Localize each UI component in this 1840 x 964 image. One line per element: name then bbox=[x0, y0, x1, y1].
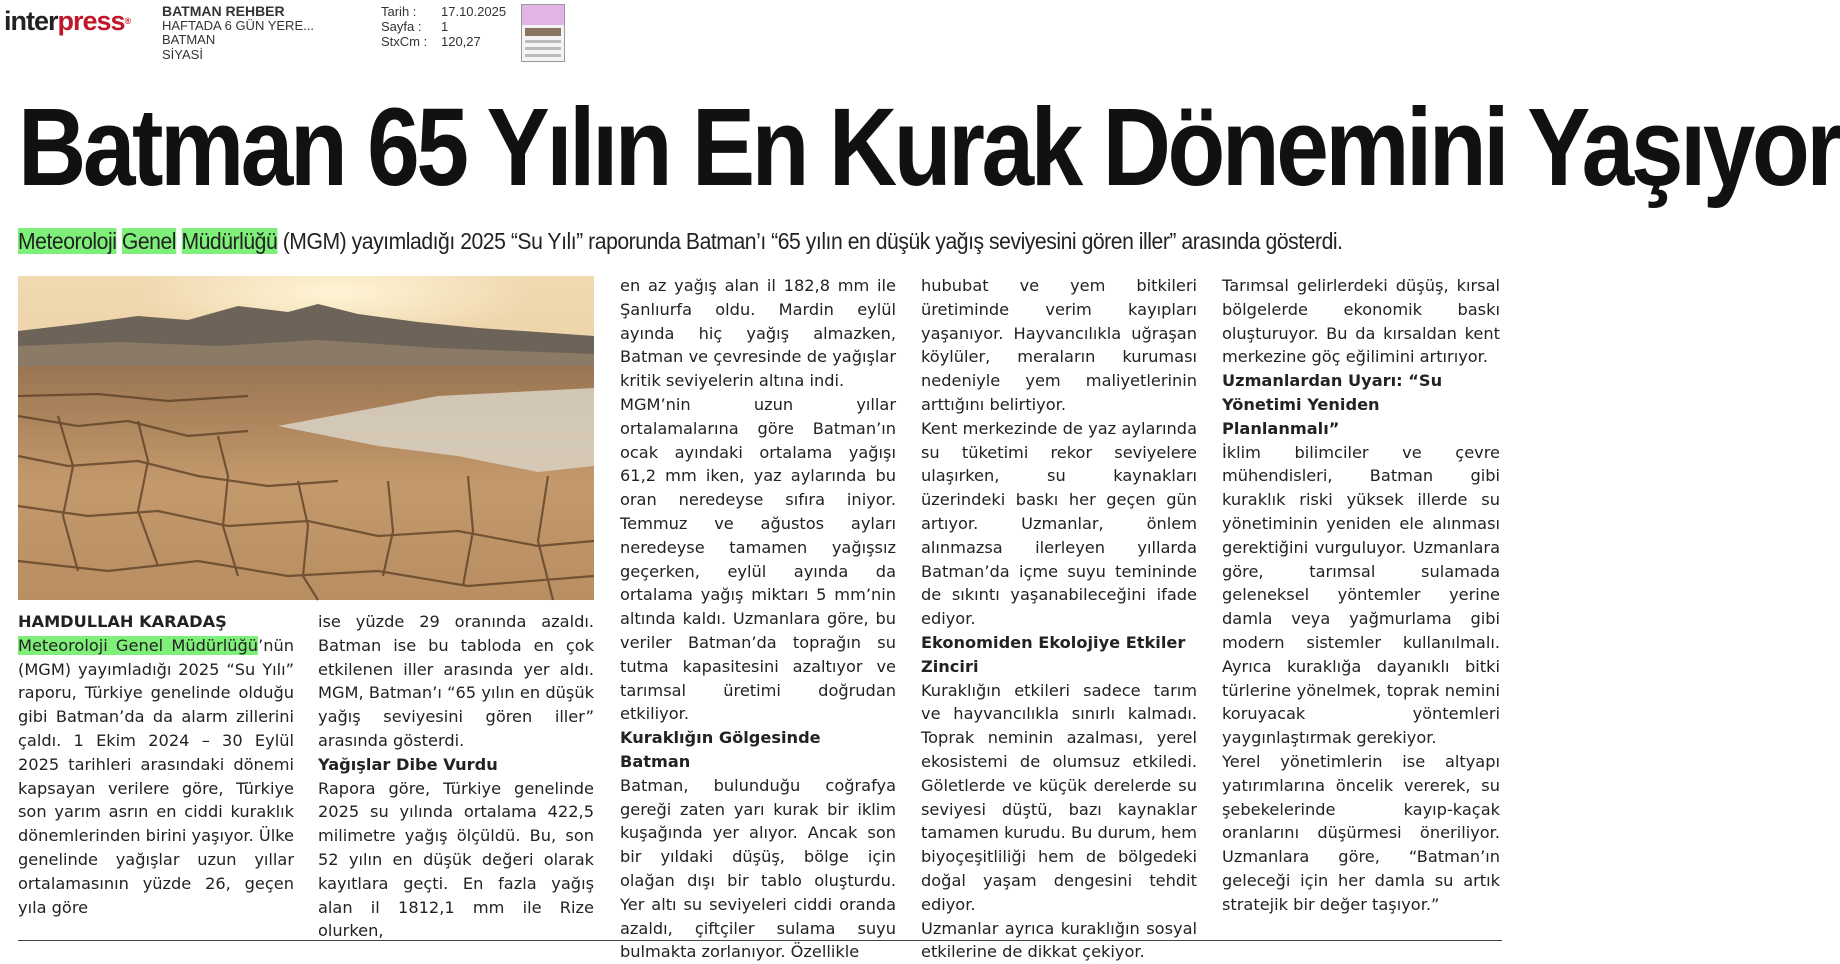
col1-text: ’nün (MGM) yayımladığı 2025 “Su Yılı” raporu, Türkiye genelinde olduğu gibi Batman’da da alarm zillerini çaldı. 1 Ekim 2024 – 30 Eylül 2025 tarihleri arasındaki dönemi kapsayan verilere göre, Türkiye son yarım asrın en ciddi kuraklık dönemlerinden birini yaşıyor. Ülke genelinde yağışlar uzun yıllar ortalamasının yüzde 26, geçen yıla göre bbox=[18, 635, 294, 917]
lead-text: (MGM) yayımladığı 2025 “Su Yılı” raporunda Batman’ı “65 yılın en düşük yağış seviyesini gören iller” arasında gösterdi. bbox=[277, 228, 1343, 254]
logo-main: inter bbox=[4, 6, 58, 36]
col5-paragraph-1: Tarımsal gelirlerdeki düşüş, kırsal bölgelerde ekonomik baskı oluşturuyor. Bu da kırsaldan kent merkezine göç eğilimini artırıyor. bbox=[1222, 276, 1500, 367]
col3-paragraph-3: Batman, bulunduğu coğrafya gereği zaten yarı kurak bir iklim kuşağında yer alıyor. Ancak son bir yıldaki düşüş, bölge için olağan dışı bir tablo oluşturdu. Yer altı su seviyeleri ciddi oranda azaldı, çiftçiler sulama suyu bulmakta zorlanıyor. Özellikle bbox=[620, 775, 896, 962]
drought-photo bbox=[18, 276, 594, 600]
date-value: 17.10.2025 bbox=[441, 4, 507, 19]
article-column-4 bbox=[921, 274, 1197, 964]
article-column-1 bbox=[18, 610, 294, 919]
category: SİYASİ bbox=[162, 46, 203, 62]
article-column-3 bbox=[620, 274, 896, 964]
publication-meta bbox=[162, 4, 314, 62]
logo-accent: press bbox=[57, 6, 125, 36]
col2-paragraph-2: Rapora göre, Türkiye genelinde 2025 su yılında ortalama 422,5 milimetre yağış ölçüldü. Bu, son 52 yılın en düşük değeri olarak kayıtlara geçti. En fazla yağış alan il 1812,1 mm ile Rize olurken, bbox=[318, 778, 594, 941]
clip-info bbox=[381, 4, 506, 49]
date-label: Tarih : bbox=[381, 4, 417, 19]
subheading-kurakligin-golgesinde: Kuraklığın Gölgesinde Batman bbox=[620, 728, 821, 771]
subheading-yagislar-dibe-vurdu: Yağışlar Dibe Vurdu bbox=[318, 754, 498, 774]
article-snippet: HAFTADA 6 GÜN YERE... bbox=[162, 17, 314, 33]
lead-highlight-2: Genel bbox=[121, 228, 177, 254]
col4-paragraph-3: Kuraklığın etkileri sadece tarım ve hayvancılıkla sınırlı kalmadı. Toprak neminin azalması, yerel ekosistemi de olumsuz etkiledi. Göletlerde ve küçük derelerde su seviyesi düştü, bazı kaynaklar tamamen kurudu. Bu durum, hem biyoçeşitliliği hem de bölgedeki doğal yaşam dengesini tehdit ediyor. bbox=[921, 680, 1197, 914]
col3-paragraph-2: MGM’nin uzun yıllar ortalamalarına göre Batman’ın ocak ayındaki ortalama yağışı 61,2 mm iken, yaz aylarında bu oran neredeyse sıfıra iniyor. Temmuz ve ağustos ayları neredeyse tamamen yağışsız geçerken, eylül ayında da ortalama yağış miktarı 5 mm’nin altında kaldı. Uzmanlara göre, bu veriler Batman’da toprağın su tutma kapasitesini azaltıyor ve tarımsal üretimi doğrudan etkiliyor. bbox=[620, 394, 896, 724]
registered-mark: ® bbox=[124, 16, 131, 26]
lead-highlight-1: Meteoroloji bbox=[18, 228, 117, 254]
publication-name: BATMAN REHBER bbox=[162, 3, 285, 19]
cracked-earth-illustration bbox=[18, 276, 594, 600]
subheading-ekonomiden-ekolojiye: Ekonomiden Ekolojiye Etkiler Zinciri bbox=[921, 632, 1186, 676]
interpress-logo bbox=[4, 6, 130, 36]
stxcm-value: 120,27 bbox=[441, 34, 481, 49]
col5-paragraph-3: Yerel yönetimlerin ise altyapı yatırımlarına öncelik vererek, su şebekelerinde kayıp-kaçak oranlarını düşürmesi öneriliyor. Uzmanlara göre, “Batman’ın geleceği için her damla su artık stratejik bir değer taşıyor.” bbox=[1222, 751, 1500, 914]
col2-paragraph-1: ise yüzde 29 oranında azaldı. Batman ise bu tabloda en çok etkilenen iller arasında yer aldı. MGM, Batman’ı “65 yılın en düşük yağış seviyesini gören iller” arasında gösterdi. bbox=[318, 612, 594, 750]
col4-paragraph-4: Uzmanlar ayrıca kuraklığın sosyal etkilerine de dikkat çekiyor. bbox=[921, 918, 1197, 962]
stxcm-label: StxCm : bbox=[381, 34, 428, 49]
headline: Batman 65 Yılın En Kurak Dönemini Yaşıyor bbox=[18, 86, 1840, 209]
col4-paragraph-1: hububat ve yem bitkileri üretiminde verim kayıpları yaşanıyor. Hayvancılıkla uğraşan köylüler, meraların kuruması nedeniyle yem maliyetlerinin arttığını belirtiyor. bbox=[921, 276, 1197, 414]
article-column-5 bbox=[1222, 274, 1500, 917]
page-label: Sayfa : bbox=[381, 19, 422, 34]
page-value: 1 bbox=[441, 19, 449, 34]
col1-highlight: Meteoroloji Genel Müdürlüğü bbox=[18, 635, 259, 655]
col1-paragraph bbox=[18, 634, 294, 920]
page-thumbnail[interactable] bbox=[521, 4, 565, 62]
subheading-uzmanlardan-uyari: Uzmanlardan Uyarı: “Su Yönetimi Yeniden Planlanmalı” bbox=[1222, 371, 1443, 438]
lead-paragraph bbox=[18, 226, 1398, 256]
lead-highlight-3: Müdürlüğü bbox=[181, 228, 278, 254]
bottom-rule bbox=[18, 940, 1502, 941]
byline: HAMDULLAH KARADAŞ bbox=[18, 612, 227, 631]
city: BATMAN bbox=[162, 32, 216, 47]
col5-paragraph-2: İklim bilimciler ve çevre mühendisleri, Batman gibi kuraklık riski yüksek illerde su yönetiminin yeniden ele alınması gerektiğini vurguluyor. Uzmanlara göre, tarımsal sulamada geleneksel yöntemler yerine damla veya yağmurlama gibi modern sistemler kullanılmalı. Ayrıca kuraklığa dayanıklı bitki türlerine yönelmek, toprak nemini koruyacak yöntemleri yaygınlaştırmak gerekiyor. bbox=[1222, 442, 1500, 748]
col4-paragraph-2: Kent merkezinde de yaz aylarında su tüketimi rekor seviyelere ulaşırken, su kaynakları üzerindeki baskı her geçen gün artıyor. Uzmanlar, önlem alınmazsa ilerleyen yıllarda Batman’da içme suyu temininde de sıkıntı yaşanabileceğini ifade ediyor. bbox=[921, 418, 1197, 629]
col3-paragraph-1: en az yağış alan il 182,8 mm ile Şanlıurfa oldu. Mardin eylül ayında hiç yağış almazken, Batman ve çevresinde de yağışlar kritik seviyelerin altına indi. bbox=[620, 276, 896, 391]
article-column-2 bbox=[318, 610, 594, 943]
